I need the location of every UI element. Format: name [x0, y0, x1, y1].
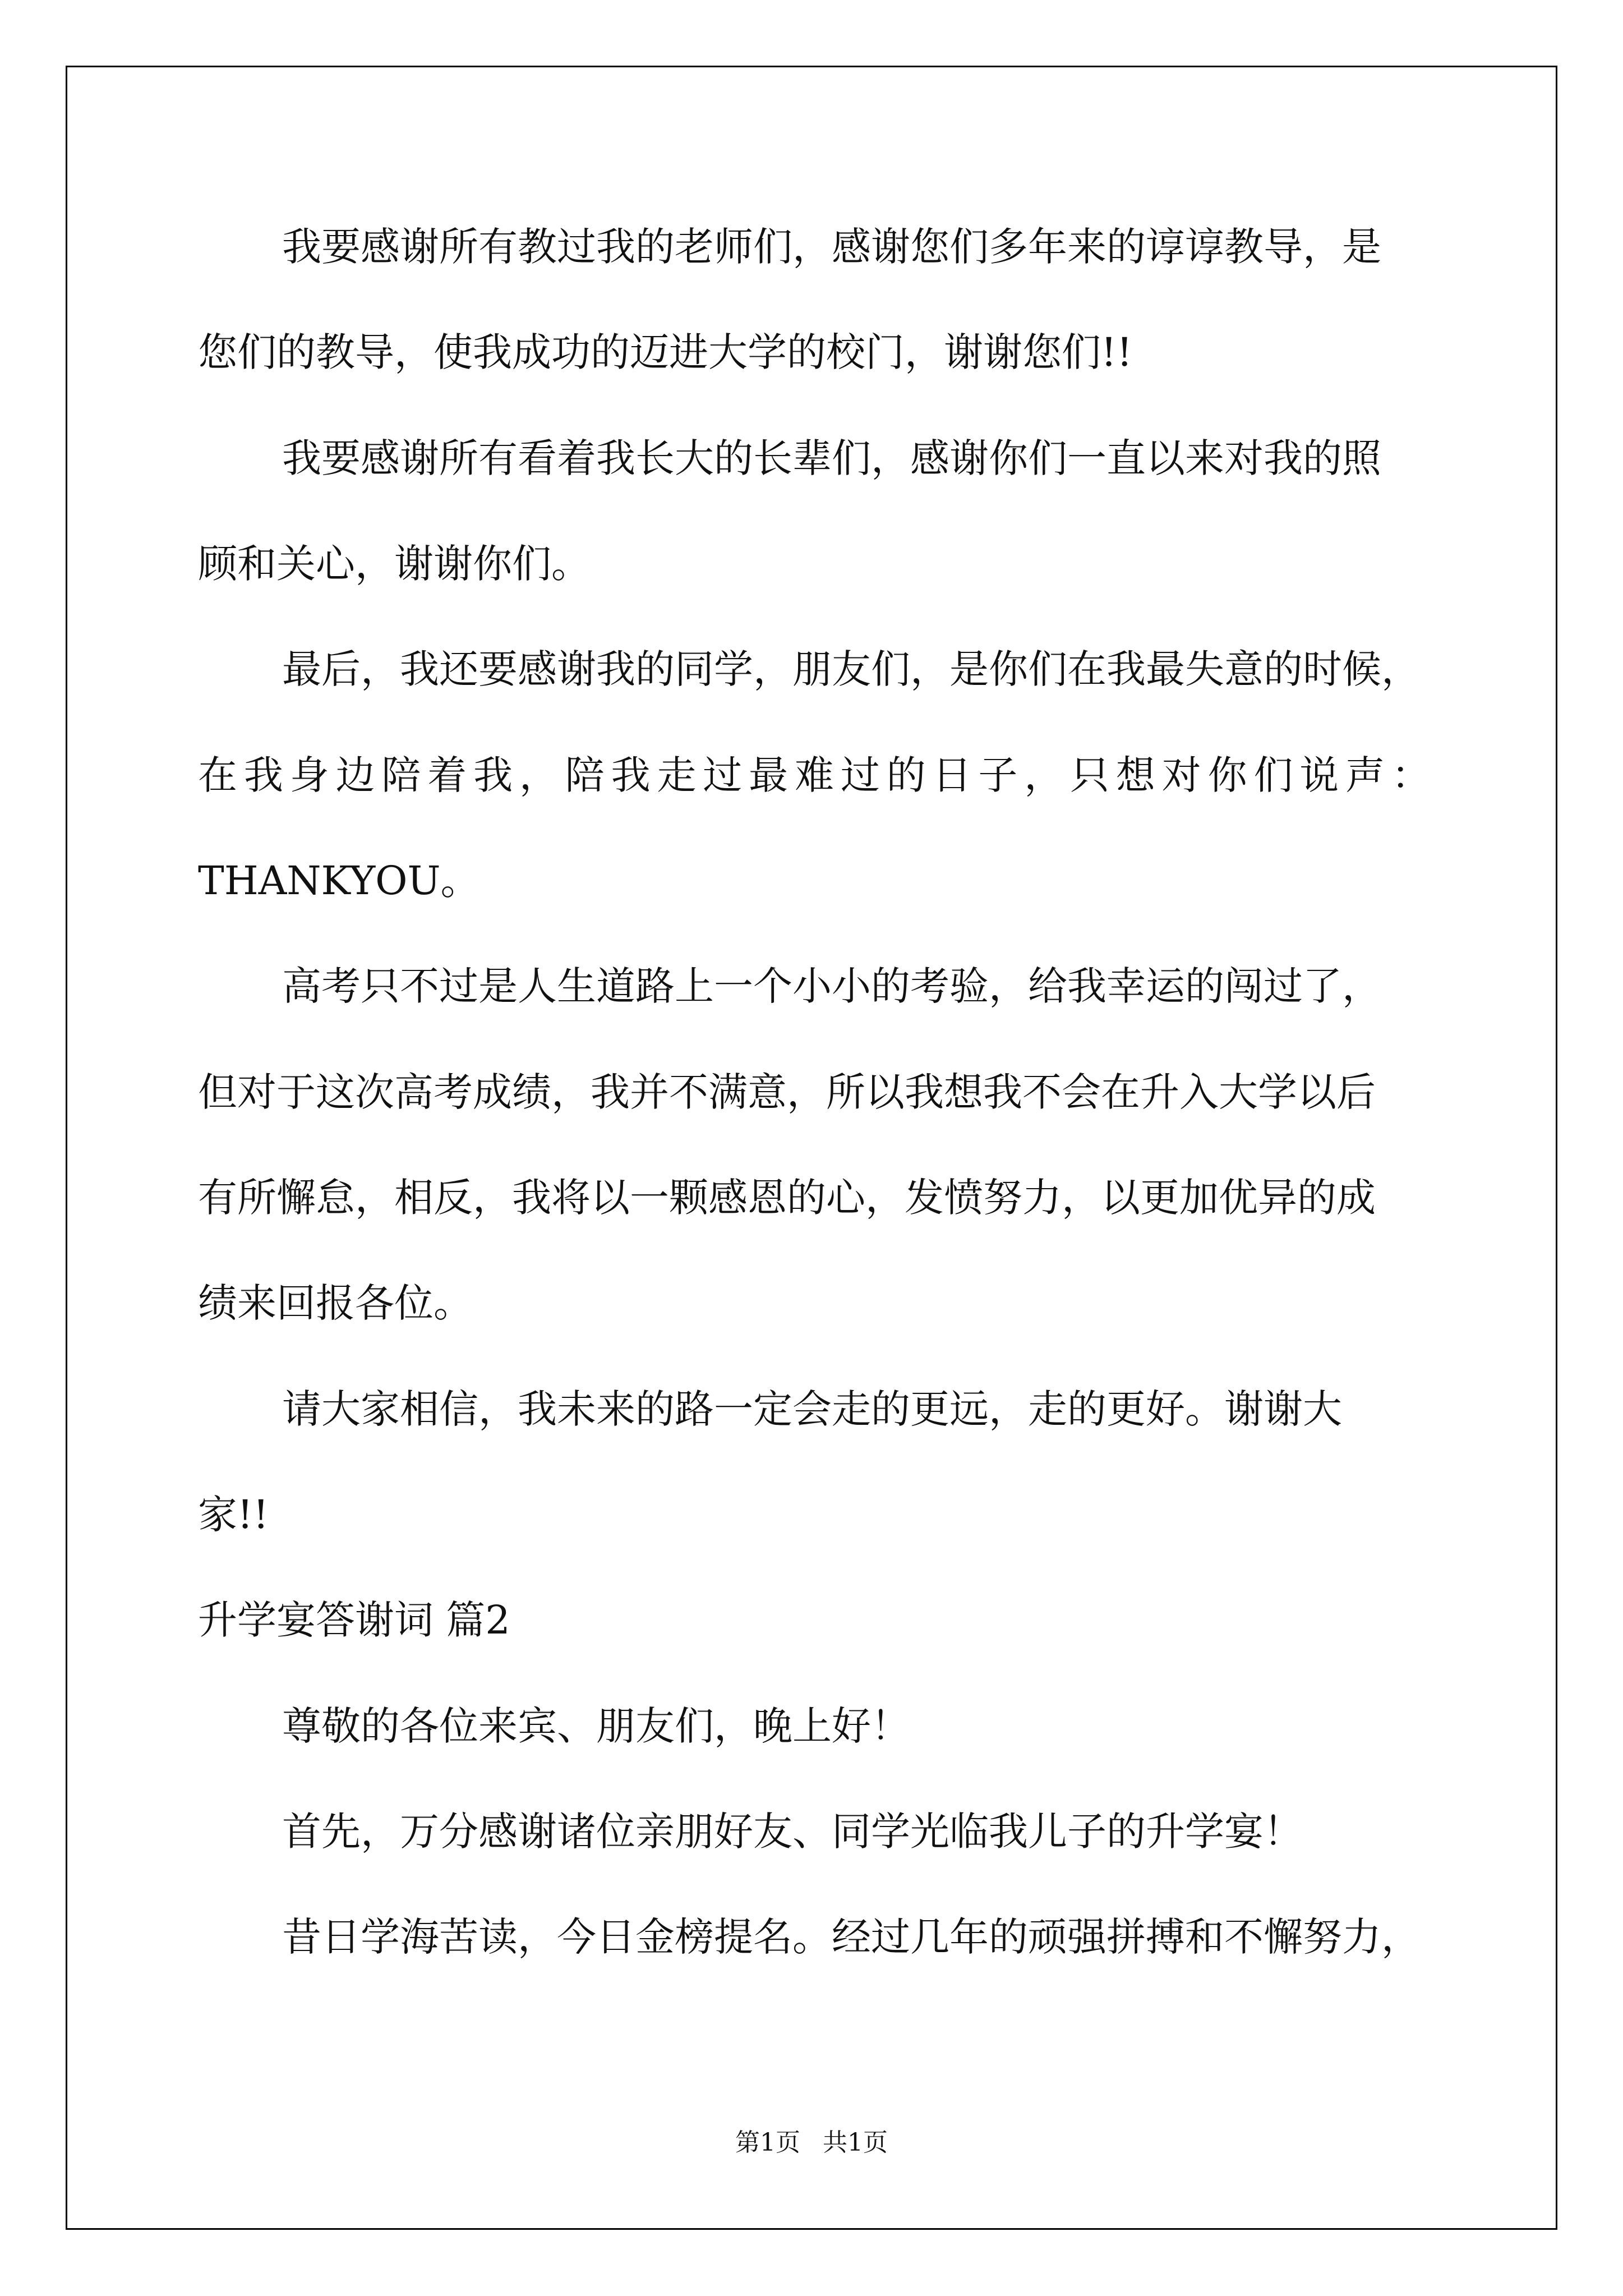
paragraph-line: 高考只不过是人生道路上一个小小的考验，给我幸运的闯过了， [282, 963, 1381, 1009]
page-number: 第1页 [735, 2128, 800, 2157]
paragraph-line: 最后，我还要感谢我的同学，朋友们，是你们在我最失意的时候， [282, 646, 1421, 692]
paragraph-line: 首先，万分感谢诸位亲朋好友、同学光临我儿子的升学宴！ [282, 1809, 1303, 1855]
paragraph-line: 昔日学海苦读，今日金榜提名。经过几年的顽强拼搏和不懈努力， [282, 1914, 1421, 1960]
paragraph-line: 请大家相信，我未来的路一定会走的更远，走的更好。谢谢大 [282, 1386, 1342, 1432]
paragraph-line: 在我身边陪着我，陪我走过最难过的日子，只想对你们说声： [198, 752, 1431, 798]
paragraph-line: 您们的教导，使我成功的迈进大学的校门，谢谢您们!! [198, 329, 1133, 375]
paragraph-line: 家!! [198, 1492, 269, 1538]
page-border [66, 66, 1557, 2230]
section-heading: 升学宴答谢词 篇2 [198, 1597, 510, 1643]
paragraph-line: 顾和关心，谢谢你们。 [198, 541, 591, 587]
paragraph-line: 尊敬的各位来宾、朋友们，晚上好！ [282, 1703, 910, 1749]
paragraph-line: 绩来回报各位。 [198, 1280, 473, 1326]
page-footer [0, 2126, 1623, 2160]
paragraph-line: 我要感谢所有教过我的老师们，感谢您们多年来的谆谆教导，是 [282, 224, 1381, 270]
paragraph-line: 我要感谢所有看着我长大的长辈们，感谢你们一直以来对我的照 [282, 435, 1381, 481]
paragraph-line: 但对于这次高考成绩，我并不满意，所以我想我不会在升入大学以后 [198, 1069, 1376, 1115]
page-total: 共1页 [823, 2128, 888, 2157]
paragraph-line: THANKYOU。 [198, 858, 480, 904]
paragraph-line: 有所懈怠，相反，我将以一颗感恩的心，发愤努力，以更加优异的成 [198, 1175, 1376, 1221]
